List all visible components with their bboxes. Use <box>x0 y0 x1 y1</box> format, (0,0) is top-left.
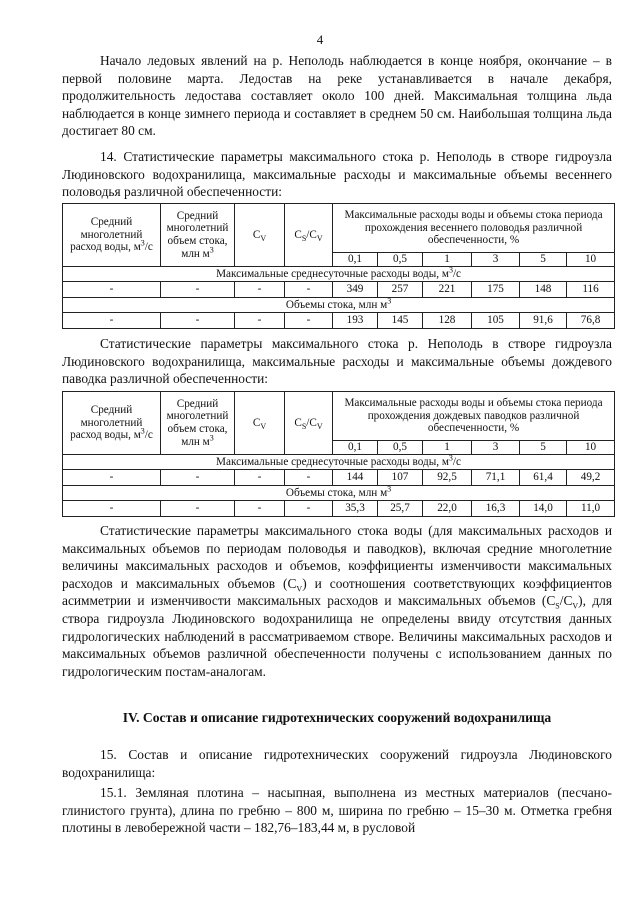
header-cv: $C_V$ <box>235 392 285 455</box>
probability-cell: 1 <box>423 441 472 455</box>
probability-cell: 3 <box>472 441 520 455</box>
paragraph-15-1: 15.1. Земляная плотина – насыпная, выполнена из местных материалов (песчано-глинистого грунта), длина по гребню – 800 м, ширина по гребню – 15–30 м. Отметка гребня плотины в левобережной части – 182,76–183,44 м, в русловой <box>62 785 612 836</box>
value-cell: 16,3 <box>472 501 520 517</box>
header-cs-cv: $C_S/C_V$ <box>285 204 333 267</box>
value-cell: 105 <box>472 313 520 329</box>
value-cell: - <box>285 313 333 329</box>
probability-cell: 5 <box>520 441 567 455</box>
probability-cell: 5 <box>520 253 567 267</box>
value-cell: 221 <box>423 282 472 298</box>
value-cell: 76,8 <box>567 313 615 329</box>
probability-cell: 0,1 <box>333 253 378 267</box>
value-cell: - <box>161 470 235 486</box>
paragraph-14: 14. Статистические параметры максимального стока р. Неполодь в створе гидроузла Людиновского водохранилища, максимальные расходы и максимальные объемы весеннего половодья различной обеспеченности: <box>62 149 612 200</box>
value-cell: 128 <box>423 313 472 329</box>
value-cell: 25,7 <box>378 501 423 517</box>
value-cell: - <box>63 282 161 298</box>
value-cell: 144 <box>333 470 378 486</box>
value-cell: - <box>235 313 285 329</box>
probability-cell: 10 <box>567 441 615 455</box>
value-cell: 22,0 <box>423 501 472 517</box>
value-cell: 61,4 <box>520 470 567 486</box>
value-cell: - <box>235 282 285 298</box>
section-flow-row: Максимальные среднесуточные расходы воды, $м^3/с$ <box>63 455 615 470</box>
value-cell: - <box>285 501 333 517</box>
section-flow-row: Максимальные среднесуточные расходы воды, $м^3/с$ <box>63 267 615 282</box>
header-avg-flow: Средний многолетний расход воды, $м^3/с$ <box>63 392 161 455</box>
value-cell: 107 <box>378 470 423 486</box>
probability-cell: 1 <box>423 253 472 267</box>
value-cell: 145 <box>378 313 423 329</box>
value-cell: - <box>63 501 161 517</box>
value-cell: 257 <box>378 282 423 298</box>
value-cell: 193 <box>333 313 378 329</box>
header-probability-span: Максимальные расходы воды и объемы стока периода прохождения дождевых паводков различной обеспеченности, % <box>333 392 615 441</box>
value-cell: 71,1 <box>472 470 520 486</box>
value-cell: 14,0 <box>520 501 567 517</box>
value-cell: 92,5 <box>423 470 472 486</box>
probability-cell: 0,1 <box>333 441 378 455</box>
value-cell: - <box>285 470 333 486</box>
table-row <box>63 313 615 329</box>
value-cell: - <box>161 282 235 298</box>
value-cell: 49,2 <box>567 470 615 486</box>
header-avg-volume: Средний многолетний объем стока, млн $м^3$ <box>161 392 235 455</box>
paragraph-ice-regime: Начало ледовых явлений на р. Неполодь наблюдается в конце ноября, окончание – в первой половине марта. Ледостав на реке устанавливается в начале декабря, продолжительность ледостава составляет около 100 дней. Максимальная толщина льда наблюдается в конце зимнего периода и составляет в среднем 50 см. Наибольшая толщина льда достигает 80 см. <box>62 53 612 139</box>
header-probability-span: Максимальные расходы воды и объемы стока периода прохождения весеннего половодья различной обеспеченности, % <box>333 204 615 253</box>
section-volume-row: Объемы стока, млн $м^3$ <box>63 298 615 313</box>
table-row <box>63 501 615 517</box>
value-cell: - <box>63 470 161 486</box>
probability-cell: 3 <box>472 253 520 267</box>
value-cell: 116 <box>567 282 615 298</box>
table-row <box>63 470 615 486</box>
header-cs-cv: $C_S/C_V$ <box>285 392 333 455</box>
value-cell: 35,3 <box>333 501 378 517</box>
table-spring-flood <box>62 203 615 329</box>
value-cell: 148 <box>520 282 567 298</box>
value-cell: - <box>235 501 285 517</box>
probability-cell: 0,5 <box>378 253 423 267</box>
value-cell: - <box>63 313 161 329</box>
page-number: 4 <box>316 32 324 47</box>
value-cell: 349 <box>333 282 378 298</box>
value-cell: - <box>161 501 235 517</box>
value-cell: - <box>235 470 285 486</box>
paragraph-statistics: Статистические параметры максимального стока воды (для максимальных расходов и максимальных объемов по периодам половодья и паводков), включая средние многолетние величины максимальных расходов и объемов, коэффициенты изменчивости максимальных расходов и максимальных объемов $(C_V)$ и соотношения соответствующих коэффициентов асимметрии и изменчивости максимальных расходов и максимальных объемов $(C_S/C_V)$, для створа гидроузла Людиновского водохранилища не определены ввиду отсутствия данных гидрологических наблюдений в рассматриваемом створе. Величины максимальных расходов и максимальных объемов различной обеспеченности получены с использованием данных по гидрологическим постам-аналогам. <box>62 523 612 679</box>
value-cell: 11,0 <box>567 501 615 517</box>
value-cell: 175 <box>472 282 520 298</box>
value-cell: - <box>285 282 333 298</box>
header-cv: $C_V$ <box>235 204 285 267</box>
section-volume-row: Объемы стока, млн $м^3$ <box>63 486 615 501</box>
value-cell: 91,6 <box>520 313 567 329</box>
value-cell: - <box>161 313 235 329</box>
probability-cell: 0,5 <box>378 441 423 455</box>
header-avg-volume: Средний многолетний объем стока, млн $м^3$ <box>161 204 235 267</box>
probability-cell: 10 <box>567 253 615 267</box>
paragraph-15: 15. Состав и описание гидротехнических сооружений гидроузла Людиновского водохранилища: <box>62 747 612 780</box>
paragraph-rain-flood: Статистические параметры максимального стока р. Неполодь в створе гидроузла Людиновского водохранилища, максимальные расходы и максимальные объемы дождевого паводка различной обеспеченности: <box>62 336 612 387</box>
header-avg-flow: Средний многолетний расход воды, $м^3/с$ <box>63 204 161 267</box>
table-row <box>63 282 615 298</box>
section-heading: IV. Состав и описание гидротехнических сооружений водохранилища <box>122 710 552 725</box>
table-rain-flood <box>62 391 615 517</box>
